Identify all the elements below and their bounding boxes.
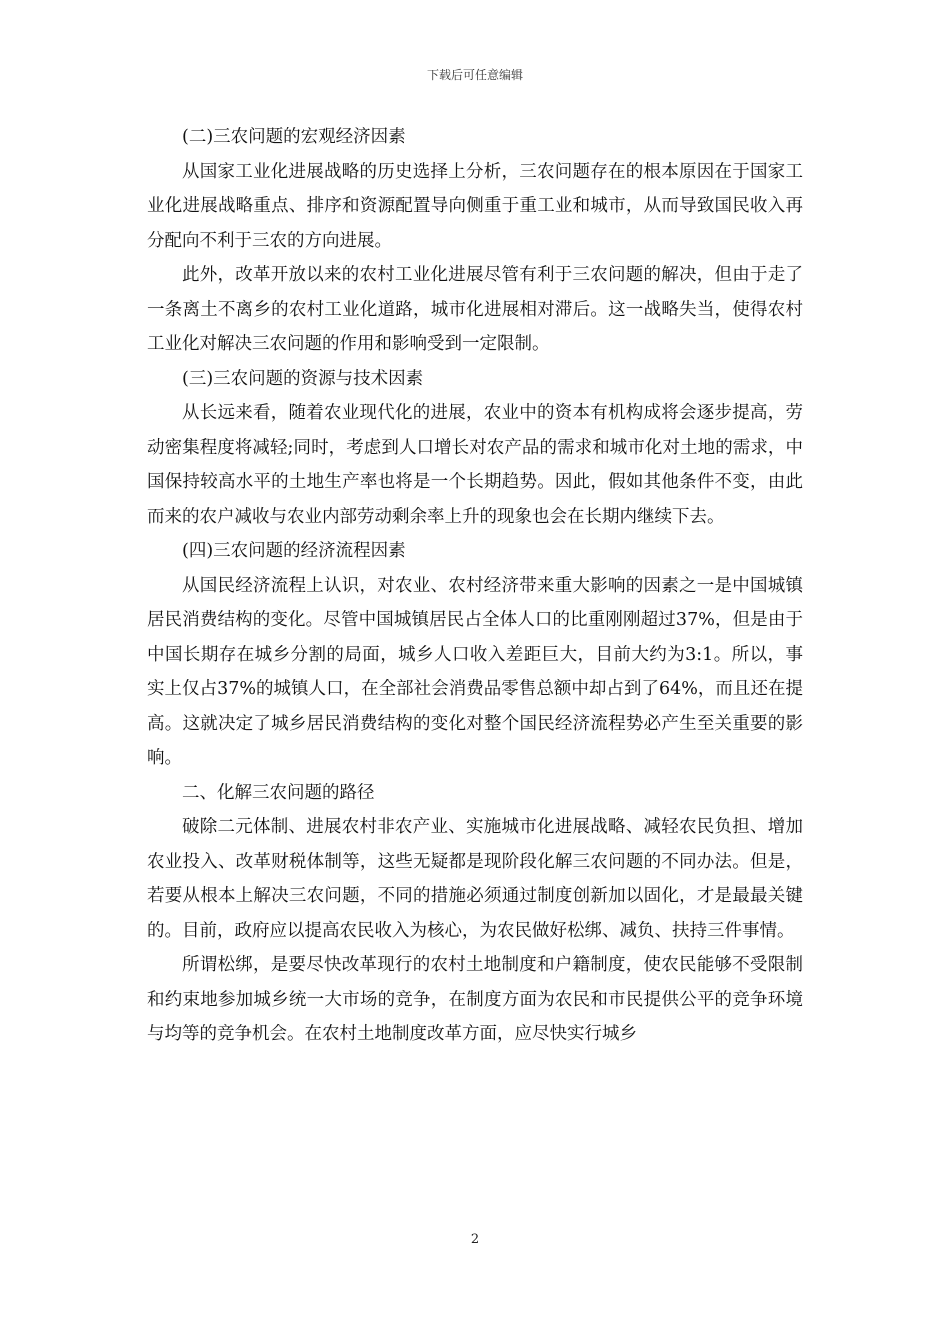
paragraph-agricultural-modernization: 从长远来看，随着农业现代化的进展，农业中的资本有机构成将会逐步提高，劳动密集程度将减轻;同时，考虑到人口增长对农产品的需求和城市化对土地的需求，中国保持较高水平的土地生产率也将是一个长期趋势。因此，假如其他条件不变，由此而来的农户减收与农业内部劳动剩余率上升的现象也会在长期内继续下去。 [147, 403, 803, 527]
paragraph-industrialization-strategy: 从国家工业化进展战略的历史选择上分析，三农问题存在的根本原因在于国家工业化进展战略重点、排序和资源配置导向侧重于重工业和城市，从而导致国民收入再分配向不利于三农的方向进展。 [147, 161, 803, 251]
section-heading-resources-technology: (三)三农问题的资源与技术因素 [182, 368, 424, 389]
section-heading-macro-economic: (二)三农问题的宏观经济因素 [182, 127, 406, 147]
page-header: 下载后可任意编辑 [426, 68, 523, 82]
paragraph-institutional-innovation: 破除二元体制、进展农村非农产业、实施城市化进展战略、减轻农民负担、增加农业投入、改革财税体制等，这些无疑都是现阶段化解三农问题的不同办法。但是，若要从根本上解决三农问题，不同的措施必须通过制度创新加以固化，才是最最关键的。目前，政府应以提高农民收入为核心，为农民做好松绑、减负、扶持三件事情。 [147, 817, 803, 941]
document-body [147, 120, 803, 1052]
paragraph-consumption-structure: 从国民经济流程上认识，对农业、农村经济带来重大影响的因素之一是中国城镇居民消费结构的变化。尽管中国城镇居民占全体人口的比重刚刚超过37%，但是由于中国长期存在城乡分割的局面，城乡人口收入差距巨大，目前大约为3:1。所以，事实上仅占37%的城镇人口，在全部社会消费品零售总额中却占到了64%，而且还在提高。这就决定了城乡居民消费结构的变化对整个国民经济流程势必产生至关重要的影响。 [147, 575, 803, 768]
page-number: 2 [470, 1232, 480, 1247]
section-heading-solution-path: 二、化解三农问题的路径 [182, 782, 375, 803]
paragraph-unbinding-reform: 所谓松绑，是要尽快改革现行的农村土地制度和户籍制度，使农民能够不受限制和约束地参加城乡统一大市场的竞争，在制度方面为农民和市民提供公平的竞争环境与均等的竞争机会。在农村土地制度改革方面，应尽快实行城乡 [147, 955, 803, 1044]
paragraph-rural-industrialization: 此外，改革开放以来的农村工业化进展尽管有利于三农问题的解决，但由于走了一条离土不离乡的农村工业化道路，城市化进展相对滞后。这一战略失当，使得农村工业化对解决三农问题的作用和影响受到一定限制。 [147, 265, 803, 354]
section-heading-economic-flow: (四)三农问题的经济流程因素 [182, 541, 406, 561]
